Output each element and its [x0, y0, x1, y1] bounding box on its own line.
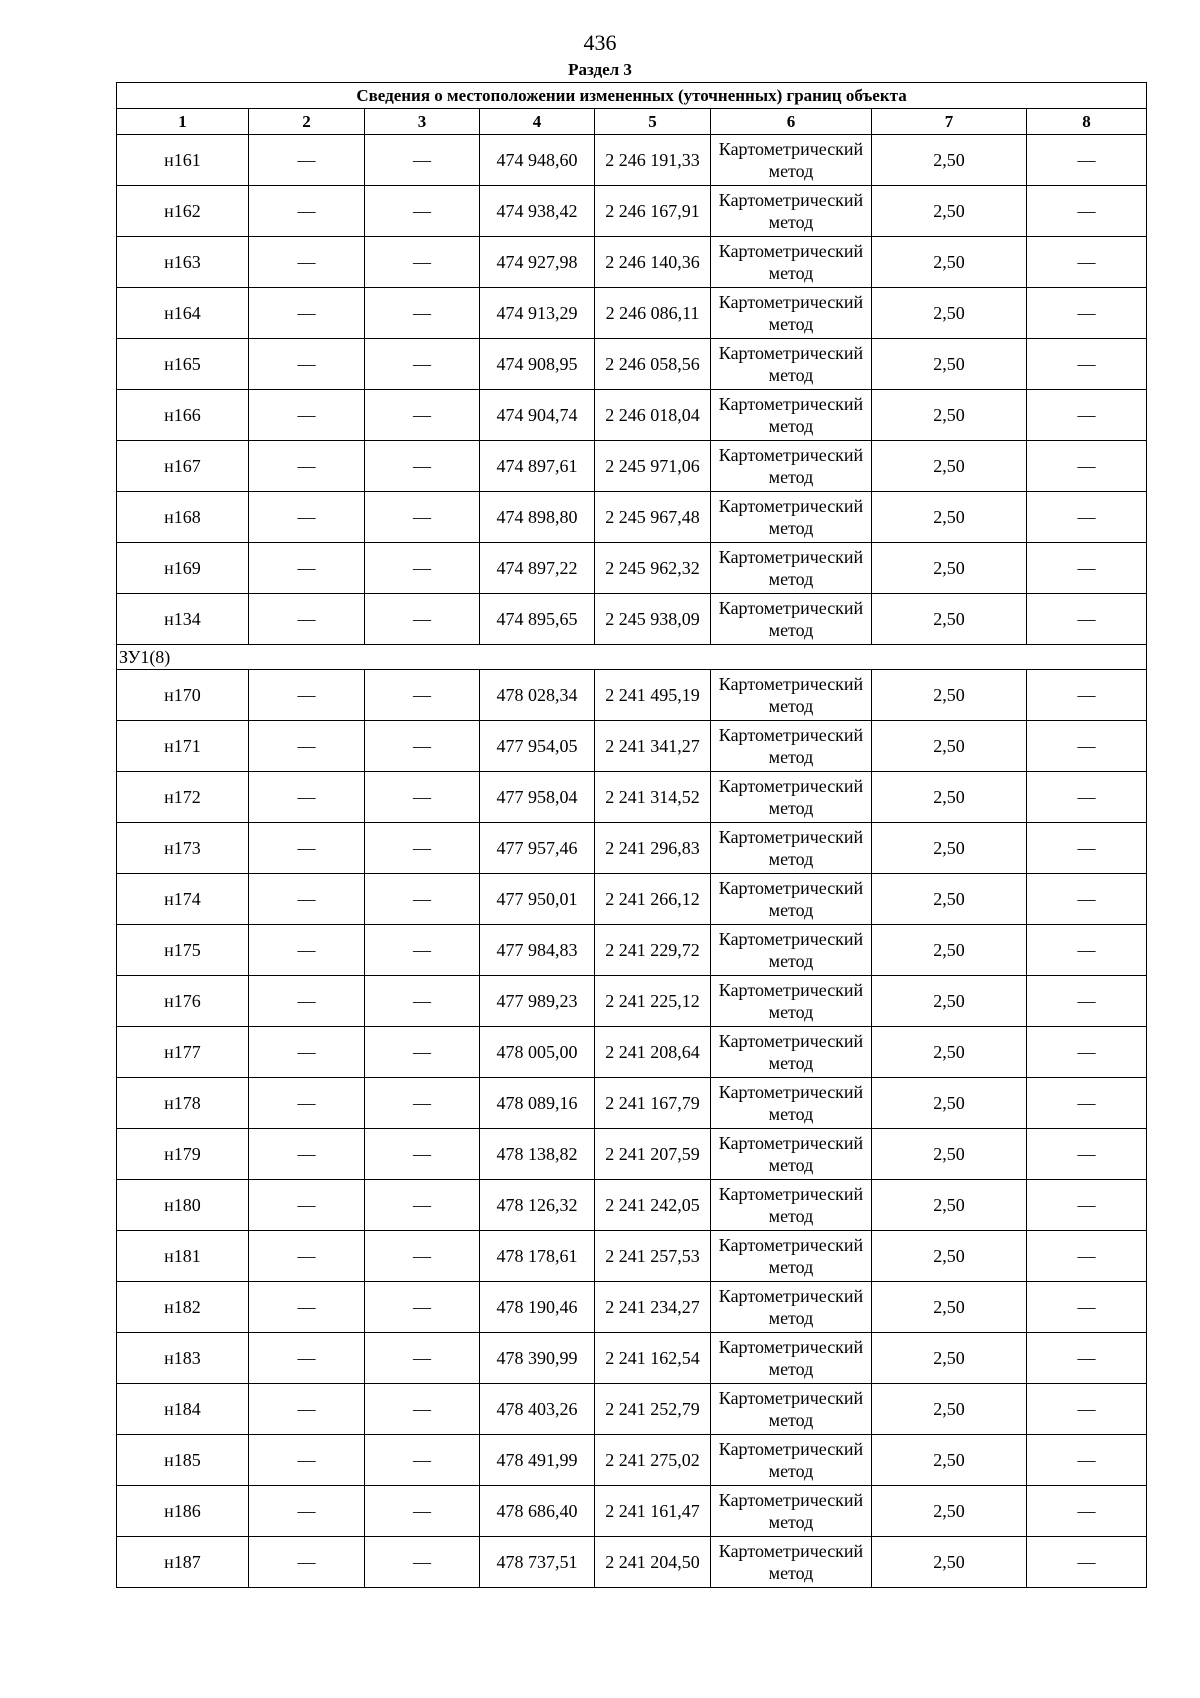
- point-id-cell: н182: [117, 1282, 249, 1333]
- col8-cell: —: [1027, 874, 1147, 925]
- section-title: Раздел 3: [568, 60, 632, 79]
- point-id-cell: н173: [117, 823, 249, 874]
- point-id-cell: н162: [117, 186, 249, 237]
- y-coordinate-cell: 2 241 341,27: [595, 721, 711, 772]
- method-cell: Картометрический метод: [711, 1078, 872, 1129]
- x-coordinate-cell: 478 138,82: [480, 1129, 595, 1180]
- col8-cell: —: [1027, 721, 1147, 772]
- col2-cell: —: [249, 1486, 365, 1537]
- col8-cell: —: [1027, 339, 1147, 390]
- table-row: [117, 670, 1147, 721]
- y-coordinate-cell: 2 245 938,09: [595, 594, 711, 645]
- y-coordinate-cell: 2 241 207,59: [595, 1129, 711, 1180]
- y-coordinate-cell: 2 245 962,32: [595, 543, 711, 594]
- point-id-cell: н161: [117, 135, 249, 186]
- x-coordinate-cell: 477 954,05: [480, 721, 595, 772]
- col3-cell: —: [365, 1537, 480, 1588]
- accuracy-cell: 2,50: [872, 135, 1027, 186]
- x-coordinate-cell: 478 686,40: [480, 1486, 595, 1537]
- col2-cell: —: [249, 1231, 365, 1282]
- col8-cell: —: [1027, 823, 1147, 874]
- table-row: [117, 543, 1147, 594]
- table-row: [117, 1435, 1147, 1486]
- col3-cell: —: [365, 1435, 480, 1486]
- point-id-cell: н184: [117, 1384, 249, 1435]
- y-coordinate-cell: 2 241 208,64: [595, 1027, 711, 1078]
- column-number-7: 7: [872, 109, 1027, 135]
- col2-cell: —: [249, 1078, 365, 1129]
- method-cell: Картометрический метод: [711, 1129, 872, 1180]
- accuracy-cell: 2,50: [872, 1537, 1027, 1588]
- accuracy-cell: 2,50: [872, 772, 1027, 823]
- accuracy-cell: 2,50: [872, 390, 1027, 441]
- method-cell: Картометрический метод: [711, 339, 872, 390]
- accuracy-cell: 2,50: [872, 441, 1027, 492]
- col2-cell: —: [249, 492, 365, 543]
- col2-cell: —: [249, 594, 365, 645]
- point-id-cell: н163: [117, 237, 249, 288]
- method-cell: Картометрический метод: [711, 925, 872, 976]
- page-number: 436: [583, 30, 617, 55]
- point-id-cell: н171: [117, 721, 249, 772]
- accuracy-cell: 2,50: [872, 1027, 1027, 1078]
- y-coordinate-cell: 2 241 266,12: [595, 874, 711, 925]
- col2-cell: —: [249, 925, 365, 976]
- col8-cell: —: [1027, 390, 1147, 441]
- accuracy-cell: 2,50: [872, 288, 1027, 339]
- column-number-2: 2: [249, 109, 365, 135]
- x-coordinate-cell: 478 028,34: [480, 670, 595, 721]
- point-id-cell: н165: [117, 339, 249, 390]
- table-row: [117, 1486, 1147, 1537]
- col2-cell: —: [249, 1180, 365, 1231]
- col2-cell: —: [249, 976, 365, 1027]
- col8-cell: —: [1027, 1333, 1147, 1384]
- col3-cell: —: [365, 1180, 480, 1231]
- col8-cell: —: [1027, 1231, 1147, 1282]
- table-body: [117, 135, 1147, 1588]
- method-cell: Картометрический метод: [711, 492, 872, 543]
- col3-cell: —: [365, 1384, 480, 1435]
- x-coordinate-cell: 477 950,01: [480, 874, 595, 925]
- method-cell: Картометрический метод: [711, 1231, 872, 1282]
- y-coordinate-cell: 2 241 242,05: [595, 1180, 711, 1231]
- col2-cell: —: [249, 1027, 365, 1078]
- y-coordinate-cell: 2 241 296,83: [595, 823, 711, 874]
- x-coordinate-cell: 474 897,22: [480, 543, 595, 594]
- x-coordinate-cell: 478 190,46: [480, 1282, 595, 1333]
- accuracy-cell: 2,50: [872, 1180, 1027, 1231]
- col3-cell: —: [365, 1282, 480, 1333]
- col8-cell: —: [1027, 670, 1147, 721]
- col2-cell: —: [249, 543, 365, 594]
- y-coordinate-cell: 2 241 234,27: [595, 1282, 711, 1333]
- x-coordinate-cell: 478 126,32: [480, 1180, 595, 1231]
- y-coordinate-cell: 2 241 257,53: [595, 1231, 711, 1282]
- point-id-cell: н175: [117, 925, 249, 976]
- col8-cell: —: [1027, 441, 1147, 492]
- table-row: [117, 1180, 1147, 1231]
- table-row: [117, 1537, 1147, 1588]
- point-id-cell: н177: [117, 1027, 249, 1078]
- y-coordinate-cell: 2 245 971,06: [595, 441, 711, 492]
- col8-cell: —: [1027, 288, 1147, 339]
- x-coordinate-cell: 474 927,98: [480, 237, 595, 288]
- col8-cell: —: [1027, 594, 1147, 645]
- y-coordinate-cell: 2 241 161,47: [595, 1486, 711, 1537]
- y-coordinate-cell: 2 241 252,79: [595, 1384, 711, 1435]
- method-cell: Картометрический метод: [711, 976, 872, 1027]
- col3-cell: —: [365, 1129, 480, 1180]
- col8-cell: —: [1027, 1486, 1147, 1537]
- x-coordinate-cell: 474 898,80: [480, 492, 595, 543]
- accuracy-cell: 2,50: [872, 1231, 1027, 1282]
- accuracy-cell: 2,50: [872, 976, 1027, 1027]
- col2-cell: —: [249, 1282, 365, 1333]
- y-coordinate-cell: 2 241 275,02: [595, 1435, 711, 1486]
- column-number-6: 6: [711, 109, 872, 135]
- table-row: [117, 772, 1147, 823]
- y-coordinate-cell: 2 246 018,04: [595, 390, 711, 441]
- point-id-cell: н174: [117, 874, 249, 925]
- table-row: [117, 976, 1147, 1027]
- x-coordinate-cell: 474 938,42: [480, 186, 595, 237]
- col8-cell: —: [1027, 1435, 1147, 1486]
- x-coordinate-cell: 474 913,29: [480, 288, 595, 339]
- table-row: [117, 594, 1147, 645]
- point-id-cell: н178: [117, 1078, 249, 1129]
- accuracy-cell: 2,50: [872, 186, 1027, 237]
- table-row: [117, 874, 1147, 925]
- table-row: [117, 1231, 1147, 1282]
- point-id-cell: н186: [117, 1486, 249, 1537]
- point-id-cell: н169: [117, 543, 249, 594]
- accuracy-cell: 2,50: [872, 670, 1027, 721]
- point-id-cell: н167: [117, 441, 249, 492]
- column-number-8: 8: [1027, 109, 1147, 135]
- col3-cell: —: [365, 670, 480, 721]
- method-cell: Картометрический метод: [711, 1333, 872, 1384]
- boundary-coordinates-table: [116, 82, 1147, 1588]
- col8-cell: —: [1027, 1078, 1147, 1129]
- y-coordinate-cell: 2 241 495,19: [595, 670, 711, 721]
- col2-cell: —: [249, 1384, 365, 1435]
- col3-cell: —: [365, 135, 480, 186]
- method-cell: Картометрический метод: [711, 1486, 872, 1537]
- col3-cell: —: [365, 492, 480, 543]
- col2-cell: —: [249, 441, 365, 492]
- col2-cell: —: [249, 1129, 365, 1180]
- col3-cell: —: [365, 925, 480, 976]
- col3-cell: —: [365, 874, 480, 925]
- method-cell: Картометрический метод: [711, 1180, 872, 1231]
- col2-cell: —: [249, 390, 365, 441]
- method-cell: Картометрический метод: [711, 543, 872, 594]
- x-coordinate-cell: 477 984,83: [480, 925, 595, 976]
- col3-cell: —: [365, 186, 480, 237]
- point-id-cell: н172: [117, 772, 249, 823]
- col8-cell: —: [1027, 772, 1147, 823]
- col3-cell: —: [365, 1333, 480, 1384]
- method-cell: Картометрический метод: [711, 237, 872, 288]
- accuracy-cell: 2,50: [872, 237, 1027, 288]
- col2-cell: —: [249, 1333, 365, 1384]
- method-cell: Картометрический метод: [711, 772, 872, 823]
- accuracy-cell: 2,50: [872, 339, 1027, 390]
- col3-cell: —: [365, 823, 480, 874]
- col2-cell: —: [249, 823, 365, 874]
- table-row: [117, 288, 1147, 339]
- table-row: [117, 925, 1147, 976]
- column-number-5: 5: [595, 109, 711, 135]
- table-row: [117, 721, 1147, 772]
- col8-cell: —: [1027, 976, 1147, 1027]
- point-id-cell: н176: [117, 976, 249, 1027]
- table-row: [117, 1027, 1147, 1078]
- col8-cell: —: [1027, 1384, 1147, 1435]
- point-id-cell: н134: [117, 594, 249, 645]
- method-cell: Картометрический метод: [711, 1282, 872, 1333]
- col8-cell: —: [1027, 135, 1147, 186]
- col3-cell: —: [365, 339, 480, 390]
- col3-cell: —: [365, 1231, 480, 1282]
- x-coordinate-cell: 478 390,99: [480, 1333, 595, 1384]
- table-row: [117, 1078, 1147, 1129]
- col8-cell: —: [1027, 1282, 1147, 1333]
- col8-cell: —: [1027, 1180, 1147, 1231]
- x-coordinate-cell: 477 957,46: [480, 823, 595, 874]
- x-coordinate-cell: 478 005,00: [480, 1027, 595, 1078]
- accuracy-cell: 2,50: [872, 1333, 1027, 1384]
- point-id-cell: н187: [117, 1537, 249, 1588]
- accuracy-cell: 2,50: [872, 1282, 1027, 1333]
- col3-cell: —: [365, 1027, 480, 1078]
- x-coordinate-cell: 478 403,26: [480, 1384, 595, 1435]
- column-number-4: 4: [480, 109, 595, 135]
- method-cell: Картометрический метод: [711, 823, 872, 874]
- accuracy-cell: 2,50: [872, 1486, 1027, 1537]
- table-row: [117, 186, 1147, 237]
- group-row: [117, 645, 1147, 670]
- column-number-1: 1: [117, 109, 249, 135]
- col2-cell: —: [249, 874, 365, 925]
- accuracy-cell: 2,50: [872, 874, 1027, 925]
- col3-cell: —: [365, 721, 480, 772]
- y-coordinate-cell: 2 241 167,79: [595, 1078, 711, 1129]
- point-id-cell: н180: [117, 1180, 249, 1231]
- method-cell: Картометрический метод: [711, 874, 872, 925]
- x-coordinate-cell: 474 895,65: [480, 594, 595, 645]
- col2-cell: —: [249, 721, 365, 772]
- col2-cell: —: [249, 1435, 365, 1486]
- method-cell: Картометрический метод: [711, 1027, 872, 1078]
- method-cell: Картометрический метод: [711, 1537, 872, 1588]
- method-cell: Картометрический метод: [711, 390, 872, 441]
- col8-cell: —: [1027, 1027, 1147, 1078]
- table-row: [117, 339, 1147, 390]
- col8-cell: —: [1027, 543, 1147, 594]
- table-row: [117, 1333, 1147, 1384]
- col3-cell: —: [365, 976, 480, 1027]
- col2-cell: —: [249, 772, 365, 823]
- point-id-cell: н185: [117, 1435, 249, 1486]
- col2-cell: —: [249, 186, 365, 237]
- accuracy-cell: 2,50: [872, 721, 1027, 772]
- method-cell: Картометрический метод: [711, 186, 872, 237]
- point-id-cell: н164: [117, 288, 249, 339]
- col8-cell: —: [1027, 1537, 1147, 1588]
- y-coordinate-cell: 2 241 225,12: [595, 976, 711, 1027]
- point-id-cell: н170: [117, 670, 249, 721]
- y-coordinate-cell: 2 241 314,52: [595, 772, 711, 823]
- col2-cell: —: [249, 288, 365, 339]
- table-row: [117, 237, 1147, 288]
- group-label: ЗУ1(8): [117, 645, 1147, 670]
- y-coordinate-cell: 2 246 167,91: [595, 186, 711, 237]
- col2-cell: —: [249, 670, 365, 721]
- x-coordinate-cell: 478 491,99: [480, 1435, 595, 1486]
- method-cell: Картометрический метод: [711, 670, 872, 721]
- method-cell: Картометрический метод: [711, 135, 872, 186]
- col3-cell: —: [365, 288, 480, 339]
- x-coordinate-cell: 474 897,61: [480, 441, 595, 492]
- col3-cell: —: [365, 543, 480, 594]
- point-id-cell: н166: [117, 390, 249, 441]
- method-cell: Картометрический метод: [711, 1435, 872, 1486]
- accuracy-cell: 2,50: [872, 1435, 1027, 1486]
- table-row: [117, 1384, 1147, 1435]
- x-coordinate-cell: 477 958,04: [480, 772, 595, 823]
- col3-cell: —: [365, 390, 480, 441]
- col8-cell: —: [1027, 925, 1147, 976]
- col8-cell: —: [1027, 492, 1147, 543]
- col2-cell: —: [249, 135, 365, 186]
- col8-cell: —: [1027, 1129, 1147, 1180]
- col2-cell: —: [249, 1537, 365, 1588]
- accuracy-cell: 2,50: [872, 492, 1027, 543]
- col3-cell: —: [365, 1486, 480, 1537]
- x-coordinate-cell: 474 948,60: [480, 135, 595, 186]
- method-cell: Картометрический метод: [711, 288, 872, 339]
- method-cell: Картометрический метод: [711, 594, 872, 645]
- table-row: [117, 823, 1147, 874]
- y-coordinate-cell: 2 246 191,33: [595, 135, 711, 186]
- table-row: [117, 492, 1147, 543]
- table-row: [117, 1129, 1147, 1180]
- col3-cell: —: [365, 237, 480, 288]
- col3-cell: —: [365, 772, 480, 823]
- col8-cell: —: [1027, 237, 1147, 288]
- table-row: [117, 441, 1147, 492]
- accuracy-cell: 2,50: [872, 925, 1027, 976]
- accuracy-cell: 2,50: [872, 594, 1027, 645]
- accuracy-cell: 2,50: [872, 1129, 1027, 1180]
- accuracy-cell: 2,50: [872, 543, 1027, 594]
- x-coordinate-cell: 477 989,23: [480, 976, 595, 1027]
- point-id-cell: н179: [117, 1129, 249, 1180]
- column-number-row: [117, 109, 1147, 135]
- col3-cell: —: [365, 441, 480, 492]
- y-coordinate-cell: 2 246 086,11: [595, 288, 711, 339]
- accuracy-cell: 2,50: [872, 1384, 1027, 1435]
- col8-cell: —: [1027, 186, 1147, 237]
- col3-cell: —: [365, 594, 480, 645]
- col3-cell: —: [365, 1078, 480, 1129]
- method-cell: Картометрический метод: [711, 441, 872, 492]
- col2-cell: —: [249, 237, 365, 288]
- y-coordinate-cell: 2 241 204,50: [595, 1537, 711, 1588]
- col2-cell: —: [249, 339, 365, 390]
- point-id-cell: н183: [117, 1333, 249, 1384]
- method-cell: Картометрический метод: [711, 1384, 872, 1435]
- y-coordinate-cell: 2 245 967,48: [595, 492, 711, 543]
- y-coordinate-cell: 2 246 058,56: [595, 339, 711, 390]
- y-coordinate-cell: 2 241 162,54: [595, 1333, 711, 1384]
- x-coordinate-cell: 474 904,74: [480, 390, 595, 441]
- table-caption: Сведения о местоположении измененных (уточненных) границ объекта: [117, 83, 1147, 109]
- point-id-cell: н181: [117, 1231, 249, 1282]
- accuracy-cell: 2,50: [872, 823, 1027, 874]
- y-coordinate-cell: 2 246 140,36: [595, 237, 711, 288]
- x-coordinate-cell: 478 178,61: [480, 1231, 595, 1282]
- method-cell: Картометрический метод: [711, 721, 872, 772]
- x-coordinate-cell: 474 908,95: [480, 339, 595, 390]
- point-id-cell: н168: [117, 492, 249, 543]
- x-coordinate-cell: 478 089,16: [480, 1078, 595, 1129]
- column-number-3: 3: [365, 109, 480, 135]
- accuracy-cell: 2,50: [872, 1078, 1027, 1129]
- y-coordinate-cell: 2 241 229,72: [595, 925, 711, 976]
- x-coordinate-cell: 478 737,51: [480, 1537, 595, 1588]
- table-row: [117, 390, 1147, 441]
- table-row: [117, 135, 1147, 186]
- table-row: [117, 1282, 1147, 1333]
